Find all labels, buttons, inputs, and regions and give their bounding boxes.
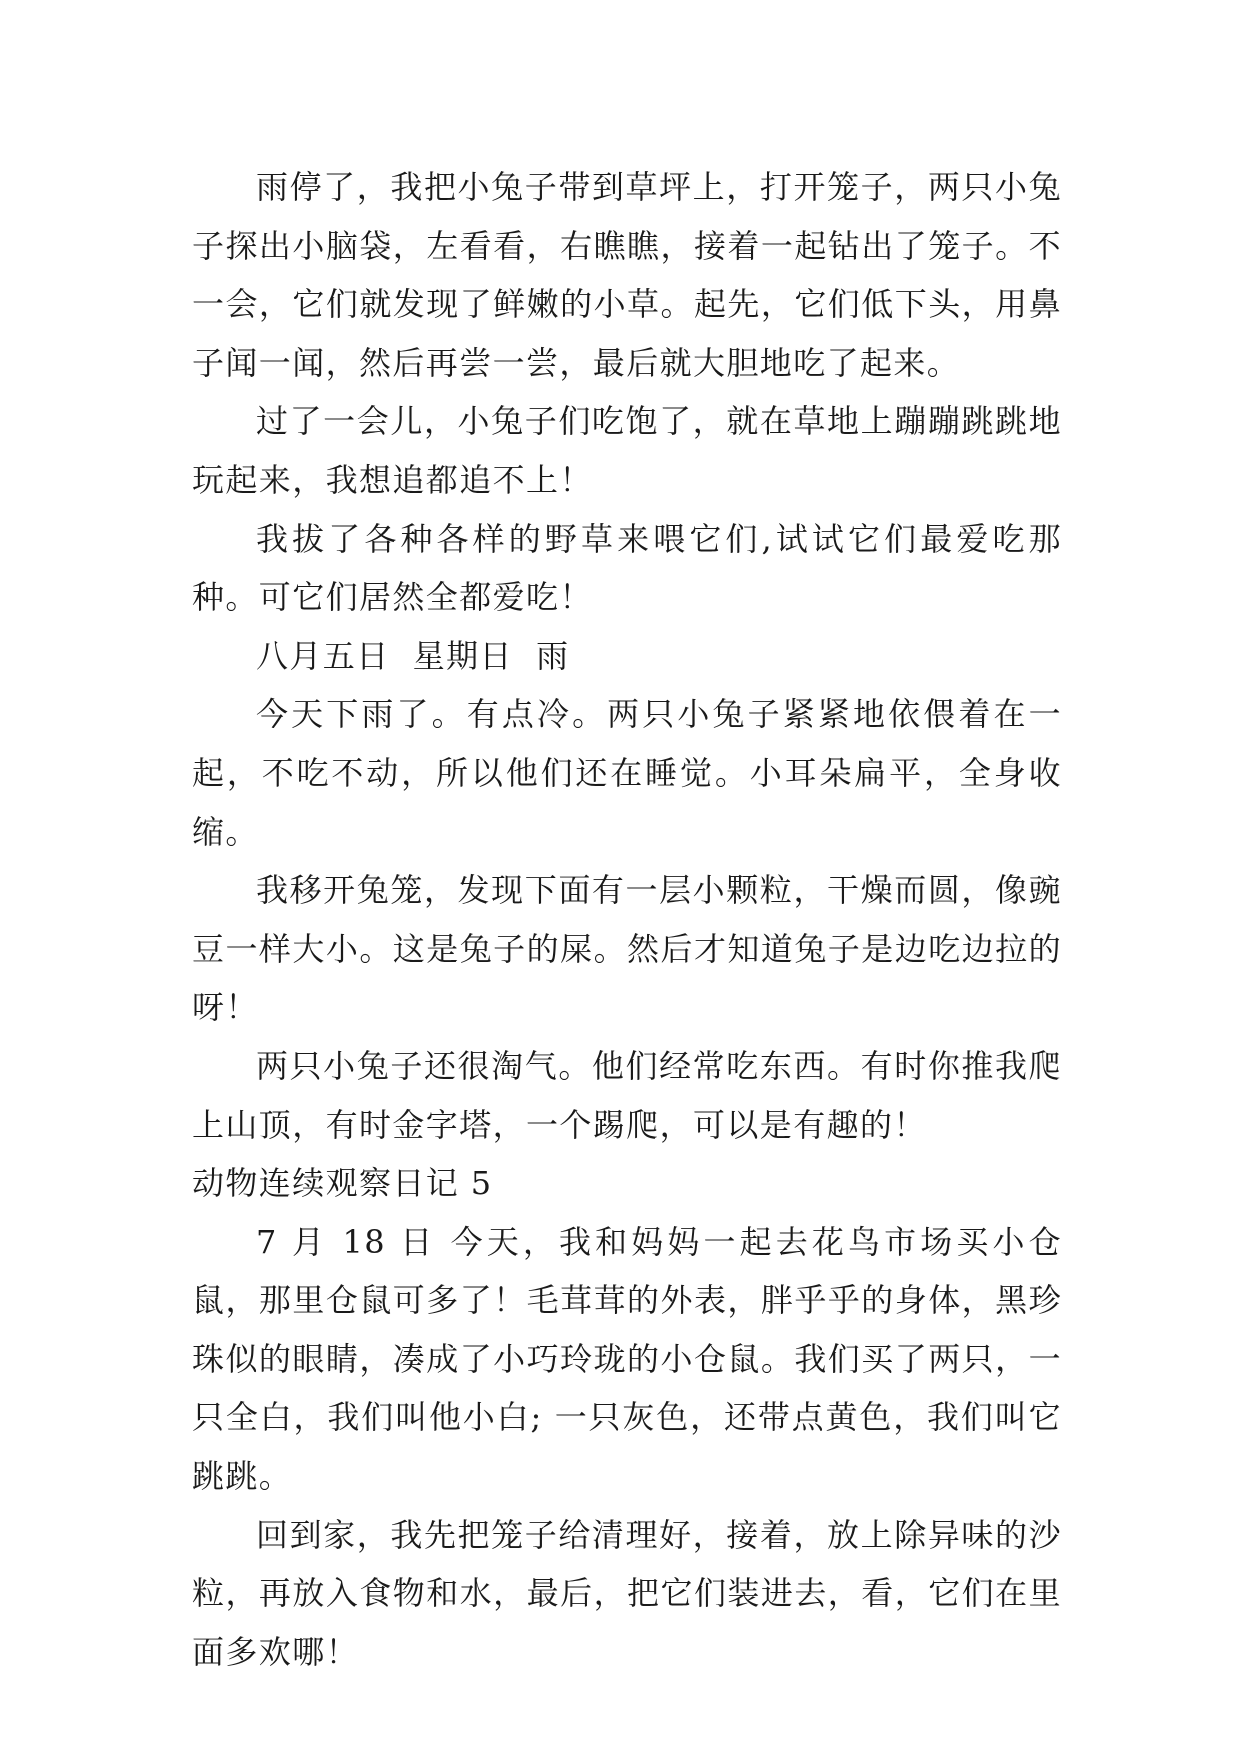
diary-date-line: 八月五日 星期日 雨	[256, 636, 570, 675]
paragraph: 过了一会儿，小兔子们吃饱了，就在草地上蹦蹦跳跳地玩起来，我想追都追不上！	[192, 402, 1062, 499]
paragraph: 回到家，我先把笼子给清理好，接着，放上除异味的沙粒，再放入食物和水，最后，把它们装进去，看，它们在里面多欢哪！	[192, 1515, 1062, 1671]
document-body	[192, 158, 1062, 1681]
paragraph: 两只小兔子还很淘气。他们经常吃东西。有时你推我爬上山顶，有时金字塔，一个踢爬，可以是有趣的！	[192, 1046, 1062, 1144]
paragraph: 我拔了各种各样的野草来喂它们,试试它们最爱吃那种。可它们居然全都爱吃！	[192, 519, 1062, 617]
paragraph: 今天下雨了。有点冷。两只小兔子紧紧地依偎着在一起，不吃不动，所以他们还在睡觉。小耳朵扁平，全身收缩。	[192, 695, 1062, 851]
paragraph: 7 月 18 日 今天，我和妈妈一起去花鸟市场买小仓鼠，那里仓鼠可多了！毛茸茸的外表，胖乎乎的身体，黑珍珠似的眼睛，凑成了小巧玲珑的小仓鼠。我们买了两只，一只全白，我们叫他小白; 一只灰色，还带点黄色，我们叫它跳跳。	[192, 1222, 1062, 1496]
section-heading: 动物连续观察日记 5	[192, 1164, 493, 1203]
paragraph: 我移开兔笼，发现下面有一层小颗粒，干燥而圆，像豌豆一样大小。这是兔子的屎。然后才知道兔子是边吃边拉的呀！	[192, 871, 1062, 1027]
paragraph: 雨停了，我把小兔子带到草坪上，打开笼子，两只小兔子探出小脑袋，左看看，右瞧瞧，接着一起钻出了笼子。不一会，它们就发现了鲜嫩的小草。起先，它们低下头，用鼻子闻一闻，然后再尝一尝，最后就大胆地吃了起来。	[192, 168, 1062, 382]
